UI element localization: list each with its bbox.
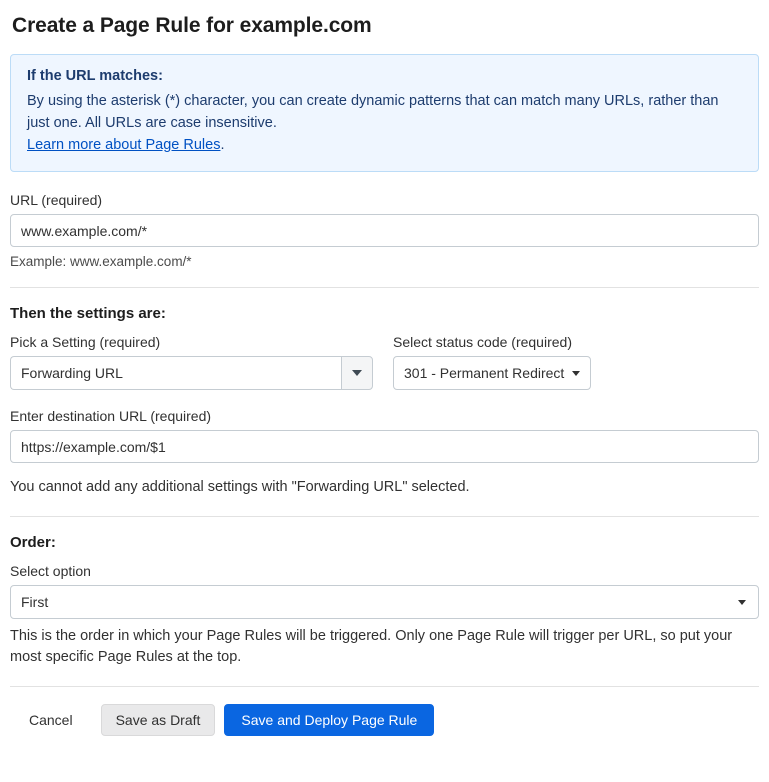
order-section-title: Order: xyxy=(10,534,56,552)
order-label: Select option xyxy=(10,563,91,580)
chevron-down-icon xyxy=(572,371,580,376)
status-code-group xyxy=(393,334,593,390)
cancel-button[interactable]: Cancel xyxy=(10,704,92,736)
save-deploy-button[interactable]: Save and Deploy Page Rule xyxy=(224,704,434,736)
pick-setting-label: Pick a Setting (required) xyxy=(10,334,161,351)
info-callout xyxy=(10,54,759,172)
url-input[interactable] xyxy=(10,214,759,247)
divider xyxy=(10,516,759,517)
form-footer xyxy=(10,704,759,736)
destination-group xyxy=(10,408,759,463)
status-code-label: Select status code (required) xyxy=(393,334,572,351)
page-title: Create a Page Rule for example.com xyxy=(12,14,372,37)
info-callout-heading: If the URL matches: xyxy=(27,68,163,84)
divider xyxy=(10,287,759,288)
chevron-down-icon xyxy=(738,600,746,605)
chevron-down-icon xyxy=(352,370,362,376)
info-callout-period: . xyxy=(220,136,225,153)
learn-more-link[interactable]: Learn more about Page Rules xyxy=(27,136,221,153)
info-callout-text: By using the asterisk (*) character, you can create dynamic patterns that can match many URLs, rather than just one. All URLs are case insensitive. xyxy=(27,93,719,131)
status-code-select[interactable] xyxy=(393,356,591,390)
url-field-label: URL (required) xyxy=(10,192,103,209)
divider xyxy=(10,686,759,687)
pick-setting-value[interactable]: Forwarding URL xyxy=(10,356,341,390)
settings-section-title: Then the settings are: xyxy=(10,305,166,323)
order-select[interactable] xyxy=(10,585,759,619)
order-helper-text: This is the order in which your Page Rules will be triggered. Only one Page Rule will trigger per URL, so put your most specific Page Rules at the top. xyxy=(10,628,733,666)
save-draft-button[interactable]: Save as Draft xyxy=(101,704,216,736)
pick-setting-select[interactable] xyxy=(10,356,373,390)
order-value: First xyxy=(21,594,49,611)
pick-setting-dropdown-button[interactable] xyxy=(341,356,373,390)
url-helper-text: Example: www.example.com/* xyxy=(10,254,192,270)
status-code-value: 301 - Permanent Redirect xyxy=(404,365,565,382)
pick-setting-group xyxy=(10,334,373,390)
settings-note: You cannot add any additional settings with "Forwarding URL" selected. xyxy=(10,479,470,496)
destination-label: Enter destination URL (required) xyxy=(10,408,212,425)
info-callout-body xyxy=(27,91,742,156)
destination-input[interactable] xyxy=(10,430,759,463)
settings-row xyxy=(10,334,759,390)
